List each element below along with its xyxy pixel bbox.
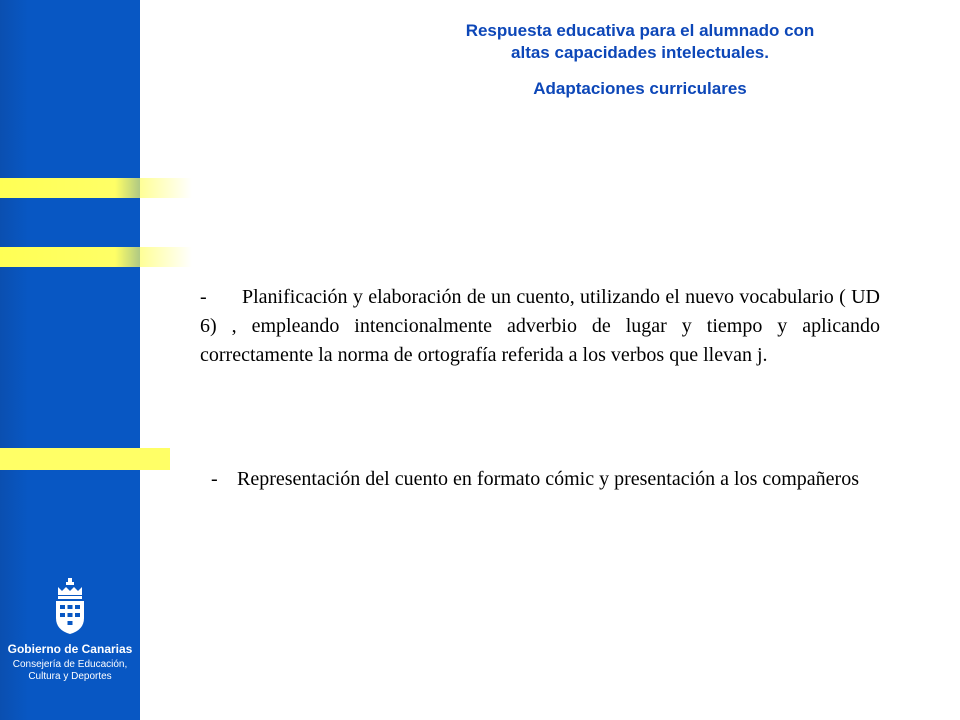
logo-dept-line-2: Cultura y Deportes xyxy=(28,671,112,682)
logo-dept-line-1: Consejería de Educación, xyxy=(12,659,128,670)
bullet-dash: - xyxy=(211,468,218,490)
slide-header xyxy=(360,20,920,100)
content-item-1 xyxy=(200,283,880,370)
slide-subtitle: Adaptaciones curriculares xyxy=(533,79,747,98)
yellow-stripe-2 xyxy=(0,247,192,267)
bullet-dash: - xyxy=(200,286,207,308)
content-item-2 xyxy=(211,465,880,494)
government-logo xyxy=(0,578,140,683)
title-line-2: altas capacidades intelectuales. xyxy=(511,43,769,62)
yellow-stripe-1 xyxy=(0,178,192,198)
yellow-stripe-3 xyxy=(0,448,170,470)
coat-of-arms-icon xyxy=(52,578,88,636)
title-line-1: Respuesta educativa para el alumnado con xyxy=(465,21,815,40)
content-item-2-text: Representación del cuento en formato cómic y presentación a los compañeros xyxy=(237,468,859,490)
content-item-1-text: Planificación y elaboración de un cuento, utilizando el nuevo vocabulario ( UD 6) , empleando intencionalmente adverbio de lugar y tiempo y aplicando correctamente la norma de ortografía referida a los verbos que llevan j. xyxy=(200,286,880,366)
slide-title xyxy=(360,20,920,64)
logo-org-name: Gobierno de Canarias xyxy=(7,642,133,656)
logo-dept-name xyxy=(0,659,140,683)
